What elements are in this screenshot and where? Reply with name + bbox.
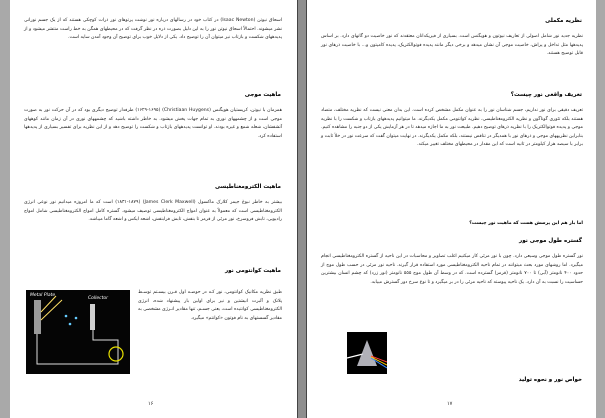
right-page xyxy=(306,0,596,418)
metal-plate-label: Metal Plate xyxy=(30,293,56,298)
photoelectric-diagram xyxy=(26,290,130,374)
page-number-left: ۱۶ xyxy=(148,401,154,407)
page-number-right: ۱۷ xyxy=(447,401,453,407)
collector-label: Collector xyxy=(88,296,109,301)
wavelength-paragraph: نور گستره طول موجی وسیعی دارد. چون با نور مرئی کار میکنیم اغلب تصاویر و محاسبات در این ناحیه از گستره الکترومغناطیسی انجام میگیرد. اما روشهای مورد بحث میتوانند در تمام ناحیه الکترومغناطیسی مورد استفاده قرار گیرند. ناحیه نور مرئی در حسب طول موج از حدود ۴۰۰ نانومتر (آبی) تا ۷۰۰ نانومتر (قرمز) گسترده است. که در وسط آن طول موج ۵۵۵ نانومتر (نور زرد) که چشم انسان بیشترین حساسیت را نسبت به آن دارد. یک ناحیه پیوسته که ناحیه مرئی را در بر میگیرد و تا نوع سرخ دور گسترش مییابد. xyxy=(321,254,584,285)
book-gutter xyxy=(298,0,306,418)
quantum-paragraph: طبق نظریه مکانیک کوانتومی، نور کـه در حوضـه اول قـرن بیسـتم توسـط پلانک و آلبرت انیشتین و نیز برای اولین بار پیشنهاد شده، انرژی الکترومغناطیسی کوانتیده است، یعنی جسـم، تنها مقادیر انـرژی مشخصی به مقادیر گسستهای به نام فوتون «کوانتم» میگیرد. xyxy=(138,290,282,321)
what-is-light-heading: تعریف واقعی نور چیست؟ xyxy=(510,92,582,98)
complementary-paragraph: نظریه جدید نور شامل اصولی از تعاریف نیوتون و هویگنس است. بسیاری از فیزیکدانان معتقدند که نور خاصیت دو گانهای دارد. بر اساس پدیدهها مثل تداخل و پراش، خاصیت موجی آن نشان میدهد و برخی دیگر مانند پدیده فوتوالکتریک، پدیده کامپتون و... با خاصیت ذرهای نور قابل توضیح هستند. xyxy=(321,34,583,57)
complementary-theory-heading: نظریه مکملی xyxy=(545,18,582,24)
em-nature-heading: ماهیت الکترومغناطیسی xyxy=(214,184,281,190)
collector-shape xyxy=(90,304,95,330)
prism-diagram xyxy=(347,332,387,374)
left-page xyxy=(10,0,298,418)
properties-production-heading: خواص نور و نحوه تولید xyxy=(518,377,582,383)
huygens-paragraph: همزمان با نیوتن، کریستیان هویگنس (Christiaan Huygens) (۱۶۲۹-۱۶۹۵) طرفدار توضیح دیگری بود که در آن حرکت نور به صورت موجی است و از چشمههای نوری به تمام جهات پخش میشود. به خاطر داشته باشید که چشمههای نوری در آن زمان مانند کوههای آتشفشان، شعله شمع و غیره بودند. او توانست پدیدههای بازتاب و شکست را توضیح دهد و از این نظریه برای تفسیر بسیاری از پدیدهها استفاده کرد. xyxy=(24,108,283,139)
wave-nature-heading: ماهیت موجی xyxy=(244,92,281,98)
definition-paragraph: تعریف دقیقی برای نور نداریم، جسم شناسان نور را به عنوان مکمل مشخص کرده است. این بدان معنی نیست که نظریه مختلف، متضاد هستند بلکه تئوری گوناگون و نظریه الکترومغناطیسی، نظریه کوانتومی مکمل یکدیگرند. ما میتوانیم پدیدههای بازتاب و شکست را با نظریه موجی و پدیده فوتوالکتریک را با نظریه ذرهای توضیح دهیم. طبیعت نور به ما اجازه میدهد تا در هر آزمایش یکی از دو جنبه را مشاهده کنیم. بنابراین نظریههای موجی و ذرهای نور با همدیگر در تناقض نیستند، بلکه مکمل یکدیگرند. در نهایت میتوان گفت که سرعت نور در خلأ ثابت و برابر با سیصد هزار کیلومتر در ثانیه است که این مقدار در محیطهای مختلف تغییر میکند. xyxy=(321,108,583,148)
prism-image xyxy=(347,332,387,374)
newton-paragraph: اسحاق نیوتن (Isaac Newton) در کتاب خود در رسالهای درباره نور نوشت پرتوهای نور ذرات کوچکی هستند که از یک جسم نورانی نشر میشوند. احتمالاً اسحاق نیوتن نور را به این دلیل بصورت ذره در نظر گرفت که در محیطهای همگن به خط راست منتشر میشود و از پدیدههای شکست و بازتاب نیز میتوان آن را توضیح داد. یکی از دلایل خوب برای توضیح آن وجود آمدن سایه است. xyxy=(24,18,282,41)
metal-plate-shape xyxy=(34,300,41,334)
maxwell-paragraph: بیشتر به خاطر نبوغ جیمز کلارک ماکسول (James Clerk Maxwell) (۱۸۳۱-۱۸۷۹) است که ما امروزه میدانیم نور نوعی انرژی الکترومغناطیسی است که معمولاً به عنوان امواج الکترومغناطیسی توصیف میشود. گستره کامل امواج الکترومغناطیسی شامل امواج رادیویی، تابش فروسرخ، نور مرئی از قرمز تا بنفش، تابش فرابنفش، اشعه ایکس و اشعه گاما میباشد. xyxy=(24,200,283,223)
question-line: اما باز هم این پرسش هست که ماهیت نور چیست؟ xyxy=(469,221,583,226)
wavelength-range-heading: گستره طول موجی نور xyxy=(519,238,582,244)
photoelectric-effect-image xyxy=(26,290,130,374)
quantum-nature-heading: ماهیت کوانتومی نور xyxy=(224,268,281,274)
